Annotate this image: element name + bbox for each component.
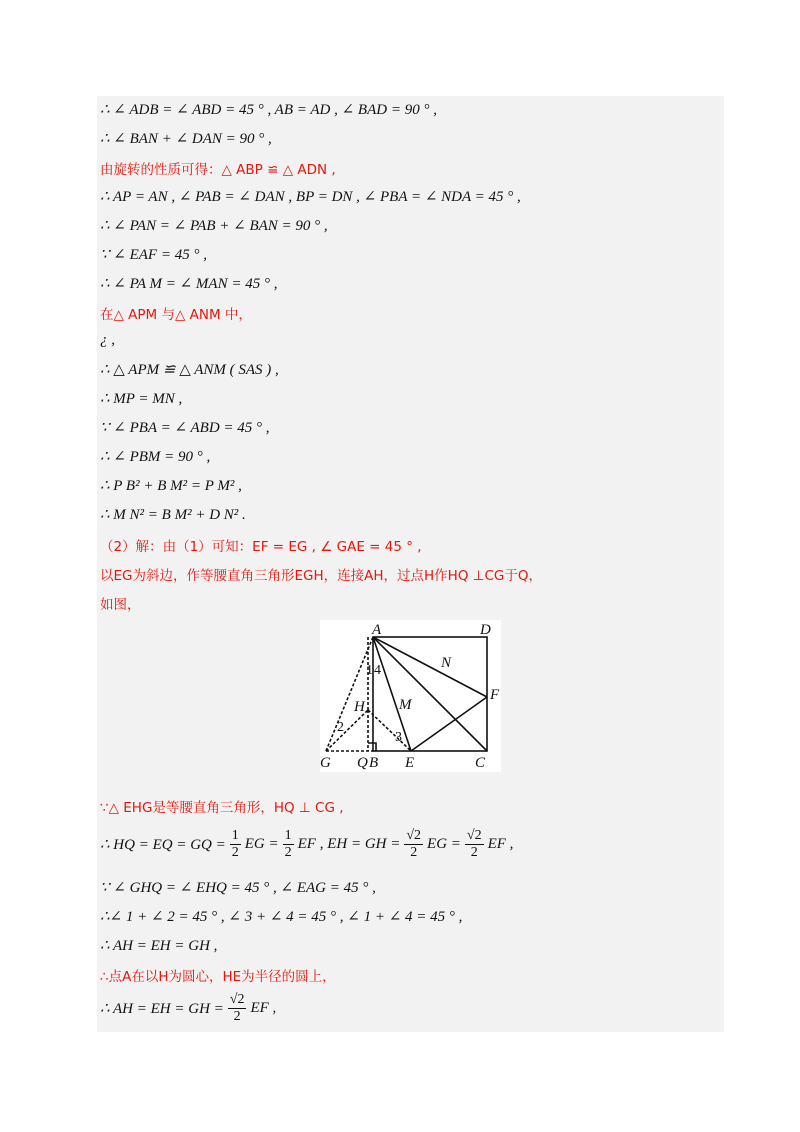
line-5: ∴ ∠ PAN = ∠ PAB + ∠ BAN = 90 ° , <box>100 218 328 234</box>
line-3: 由旋转的性质可得：△ ABP ≌ △ ADN , <box>100 162 336 178</box>
label-C: C <box>475 755 486 771</box>
line-17: 以EG为斜边，作等腰直角三角形EGH，连接AH，过点H作HQ ⊥CG于Q， <box>100 568 543 584</box>
frac1-d4: 2 <box>470 845 478 860</box>
frac1-d1: 2 <box>231 845 239 860</box>
label-Q: Q <box>357 755 368 771</box>
line-23: ∴点A在以H为圆心，HE为半径的圆上， <box>100 969 336 985</box>
label-E: E <box>405 755 415 771</box>
line-15: ∴ M N² = B M² + D N² . <box>100 507 246 523</box>
geometry-figure <box>320 620 501 772</box>
label-F: F <box>490 687 500 703</box>
line-9: ¿ , <box>100 332 115 348</box>
fraction-line-1 <box>100 828 513 861</box>
line-22: ∴ AH = EH = GH , <box>100 938 218 954</box>
frac1-mid2: EF , EH = GH = <box>297 836 401 852</box>
label-H: H <box>354 699 365 715</box>
line-13: ∴ ∠ PBM = 90 ° , <box>100 449 211 465</box>
line-19: ∵△ EHG是等腰直角三角形，HQ ⊥ CG , <box>100 800 344 816</box>
frac1-n3: √2 <box>406 828 422 843</box>
frac2-d: 2 <box>233 1009 241 1024</box>
frac2-n: √2 <box>229 992 245 1007</box>
frac1-n2: 1 <box>284 828 292 843</box>
line-21: ∴∠ 1 + ∠ 2 = 45 ° , ∠ 3 + ∠ 4 = 45 ° , ∠ 1 + ∠ 4 = 45 ° , <box>100 909 463 925</box>
label-A: A <box>372 622 382 638</box>
line-11: ∴ MP = MN , <box>100 391 183 407</box>
line-6: ∵ ∠ EAF = 45 ° , <box>100 247 207 263</box>
label-B: B <box>369 755 379 771</box>
line-14: ∴ P B² + B M² = P M² , <box>100 478 242 494</box>
line-4: ∴ AP = AN , ∠ PAB = ∠ DAN , BP = DN , ∠ PBA = ∠ NDA = 45 ° , <box>100 189 521 205</box>
label-M: M <box>399 697 412 713</box>
frac1-n1: 1 <box>231 828 239 843</box>
line-8: 在△ APM 与△ ANM 中， <box>100 307 252 323</box>
fraction-line-2 <box>100 992 276 1025</box>
line-2: ∴ ∠ BAN + ∠ DAN = 90 ° , <box>100 131 272 147</box>
label-G: G <box>320 755 331 771</box>
line-10: ∴ △ APM ≌ △ ANM ( SAS ) , <box>100 362 279 378</box>
angle-2: 2 <box>337 720 344 735</box>
line-20: ∵ ∠ GHQ = ∠ EHQ = 45 ° , ∠ EAG = 45 ° , <box>100 880 376 896</box>
frac2-end: EF , <box>250 1000 277 1016</box>
frac1-d2: 2 <box>284 845 292 860</box>
frac1-end: EF , <box>487 836 514 852</box>
frac1-d3: 2 <box>410 845 418 860</box>
frac1-mid: EG = <box>244 836 279 852</box>
label-D: D <box>480 622 491 638</box>
frac1-mid3: EG = <box>427 836 461 852</box>
label-N: N <box>441 655 452 671</box>
angle-4: 4 <box>374 663 381 678</box>
angle-3: 3 <box>395 730 402 745</box>
line-1: ∴ ∠ ADB = ∠ ABD = 45 ° , AB = AD , ∠ BAD = 90 ° , <box>100 102 437 118</box>
line-18: 如图， <box>100 597 141 613</box>
angle-1: 1 <box>366 663 373 678</box>
frac2-lhs: ∴ AH = EH = GH = <box>100 1001 224 1017</box>
line-12: ∵ ∠ PBA = ∠ ABD = 45 ° , <box>100 420 270 436</box>
line-7: ∴ ∠ PA M = ∠ MAN = 45 ° , <box>100 276 278 292</box>
line-16: （2）解：由（1）可知：EF = EG , ∠ GAE = 45 ° , <box>100 539 422 555</box>
frac1-n4: √2 <box>466 828 482 843</box>
frac1-lhs: ∴ HQ = EQ = GQ = <box>100 837 226 853</box>
